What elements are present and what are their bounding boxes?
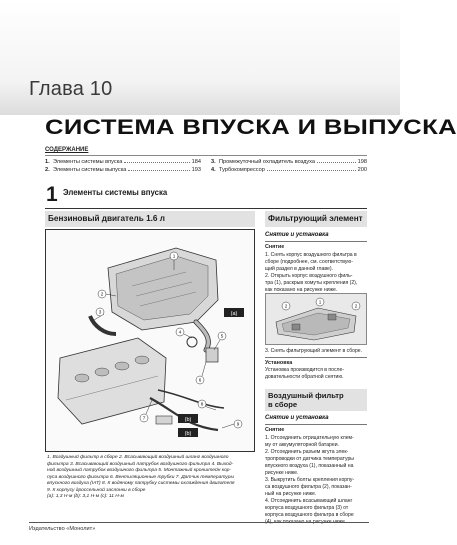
callout-number: 1	[172, 253, 176, 259]
section-number: 1	[46, 183, 58, 206]
toc-leader	[128, 167, 189, 171]
filter-removal-block	[265, 231, 367, 294]
caption-line: впускного воздуха (IAT) 8. К водяному патрубку системы охлаждения двигателя	[47, 481, 235, 487]
torque-tag-label: (b)	[184, 431, 192, 437]
toc-divider	[45, 155, 367, 156]
removal2-step-line: 4. Отсоединить всасывающий шланг	[265, 497, 353, 504]
chapter-label: Глава 10	[29, 78, 113, 100]
filter-heading: Фильтрующий элемент	[265, 211, 367, 227]
mounting-bracket	[156, 416, 172, 424]
subheading-rule	[265, 424, 367, 425]
toc-leader	[124, 159, 189, 163]
engine-heading: Бензиновый двигатель 1.6 л	[45, 211, 255, 227]
removal2-step-line: са воздушного фильтра (2), показан-	[265, 483, 352, 490]
callout-number: 3	[98, 309, 102, 315]
removal-step-line: щий раздел в данной главе).	[265, 265, 333, 272]
assembly-removal-block	[265, 414, 367, 526]
install-text-line: Установка производится в после-	[265, 367, 345, 374]
callout-number: 5	[220, 333, 224, 339]
subheading-rule	[265, 241, 367, 242]
removal2-step-line: му от аккумуляторной батареи.	[265, 441, 339, 448]
photo-callout: 2	[284, 303, 288, 309]
photo-callout: 1	[318, 299, 322, 305]
filter-photo	[265, 293, 367, 345]
removal2-step-line: впускного воздуха (1), показанный на	[265, 462, 354, 469]
caption-line: (a): 1,3 Н·м (b): 3,1 Н·м (c): 11 Н·м	[47, 494, 124, 500]
removal2-step-line: рисунке ниже.	[265, 469, 299, 476]
removal2-step-line: 3. Выкрутить болты крепления корпу-	[265, 476, 355, 483]
diagram-caption	[47, 455, 255, 501]
toc-entry-text: Элементы системы выпуска	[53, 166, 127, 173]
removal-step-line: 2. Открыть корпус воздушного филь-	[265, 272, 353, 279]
toc-leader	[267, 167, 356, 171]
toc-entry[interactable]	[211, 159, 367, 165]
removal2-step-line: (4), как показано на рисунке ниже.	[265, 518, 347, 525]
toc-entry[interactable]	[211, 167, 367, 173]
toc-leader	[317, 159, 356, 163]
toc-entry-page: 200	[357, 166, 367, 173]
outlet-pipe	[90, 316, 116, 334]
toc-entry-number: 4.	[211, 166, 216, 173]
filter-install-block	[265, 348, 367, 382]
caption-line: 1. Воздушный фильтр в сборе 2. Всасывающий воздушный шланг воздушного	[47, 455, 229, 460]
assembly-heading-line: в сборе	[268, 400, 298, 410]
intake-system-diagram	[45, 229, 255, 452]
callout-number: 7	[142, 415, 146, 421]
toc-column-right	[211, 159, 367, 174]
assembly-heading-line: Воздушный фильтр	[268, 391, 344, 400]
toc-entry-page: 184	[191, 159, 201, 165]
removal-title: Снятие и установка	[265, 232, 329, 238]
torque-tag-label: (b)	[184, 417, 192, 423]
caption-line: фильтра 3. Всасывающий воздушный патрубок воздушного фильтра 4. Выход-	[47, 461, 234, 467]
iat-sensor	[206, 348, 218, 362]
photo-callout: 2	[354, 303, 358, 309]
toc-label: СОДЕРЖАНИЕ	[45, 147, 89, 153]
toc-entry-number: 3.	[211, 159, 216, 165]
section-title: Элементы системы впуска	[63, 188, 168, 197]
toc-entry-page: 198	[357, 159, 367, 165]
callout-number: 9	[236, 421, 240, 427]
table-of-contents	[45, 147, 367, 174]
filter-housing-illustration	[266, 294, 366, 344]
section-divider	[45, 208, 367, 209]
toc-entry-text: Элементы системы впуска	[53, 159, 123, 165]
removal2-step-line: ный на рисунке ниже.	[265, 490, 317, 497]
removal2-subtitle: Снятие	[265, 427, 285, 434]
removal2-step-line: 2. Отсоединить разъем жгута элек-	[265, 448, 349, 455]
callout-number: 6	[198, 377, 202, 383]
callout-number: 2	[100, 291, 104, 297]
valve-cover	[58, 338, 166, 424]
torque-tag-label: (a)	[230, 311, 238, 317]
publisher-footer: Издательство «Монолит»	[29, 526, 96, 532]
caption-line: ной воздушный патрубок воздушного фильтра 5. Монтажный кронштейн кор-	[47, 468, 232, 474]
removal-step-line: как показано на рисунке ниже.	[265, 286, 338, 293]
footer-divider	[29, 522, 369, 523]
install-text-line: довательности обратной снятию.	[265, 374, 344, 381]
breather-hose-2	[158, 390, 224, 408]
toc-entry-text: Турбокомпрессор	[219, 166, 265, 173]
assembly-heading	[265, 389, 367, 411]
removal2-step-line: 1. Отсоединить отрицательную клем-	[265, 434, 354, 441]
toc-entry[interactable]	[45, 167, 201, 173]
removal-step-line: 1. Снять корпус воздушного фильтра в сборе (подробнее, см. соответствую-	[265, 251, 357, 265]
callout-number: 8	[200, 401, 204, 407]
toc-column-left	[45, 159, 201, 174]
callout-number: 4	[178, 329, 182, 335]
toc-entry[interactable]	[45, 159, 201, 165]
install-subtitle: Установка	[265, 360, 293, 367]
removal-step-line: тра (1), раскрыв хомуты крепления (2),	[265, 279, 358, 286]
engine-illustration	[46, 230, 254, 451]
page-title: СИСТЕМА ВПУСКА И ВЫПУСКА	[45, 116, 457, 139]
removal-subtitle: Снятие	[265, 244, 285, 251]
removal2-step-line: корпуса воздушного фильтра (3) от	[265, 504, 349, 511]
removal-step-line: 3. Снять фильтрующий элемент в сборе.	[265, 348, 363, 354]
intake-hose-inner	[196, 322, 208, 350]
removal2-step-line: корпуса воздушного фильтра в сборе	[265, 511, 354, 518]
removal2-step-line: тропроводки от датчика температуры	[265, 455, 354, 462]
toc-entry-number: 2.	[45, 166, 50, 173]
removal2-title: Снятие и установка	[265, 415, 329, 421]
toc-entry-page: 193	[191, 166, 201, 173]
caption-line: 9. К корпусу дроссельной заслонки в сборе	[47, 487, 146, 493]
caption-line: пуса воздушного фильтра 6. Вентиляционные трубки 7. Датчик температуры	[47, 474, 235, 480]
subheading-rule	[265, 357, 367, 358]
hose-clamp	[187, 337, 197, 347]
toc-entry-number: 1.	[45, 159, 50, 165]
toc-entry-text: Промежуточный охладитель воздуха	[219, 159, 315, 165]
